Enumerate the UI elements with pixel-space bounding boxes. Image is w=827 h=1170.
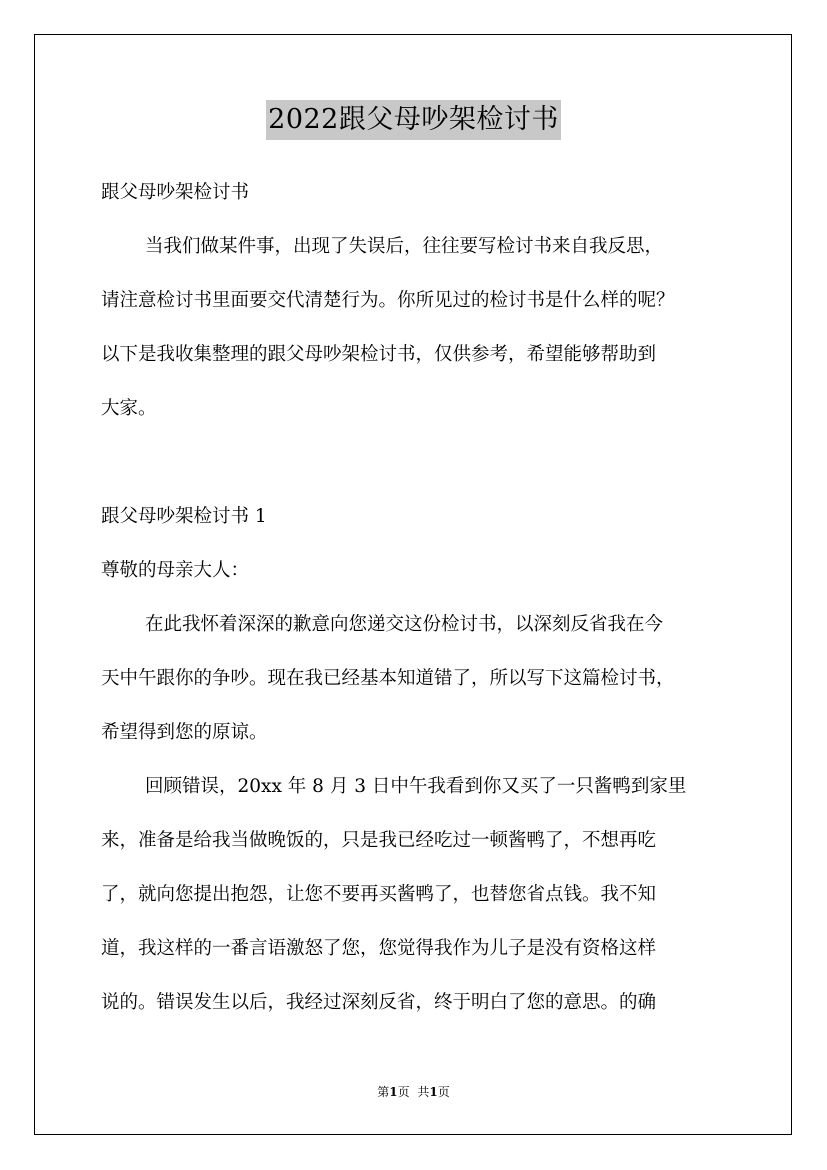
intro-line: 大家。 <box>101 398 157 419</box>
document-title: 2022跟父母吵架检讨书 <box>266 100 561 140</box>
paragraph-line: 说的。错误发生以后，我经过深刻反省，终于明白了您的意思。的确 <box>101 992 657 1013</box>
page-label-suffix: 页 <box>397 1085 410 1099</box>
section-heading: 跟父母吵架检讨书 1 <box>101 506 267 527</box>
paragraph-line: 来，准备是给我当做晚饭的，只是我已经吃过一顿酱鸭了，不想再吃 <box>101 830 657 851</box>
paragraph-line: 回顾错误，20xx 年 8 月 3 日中午我看到你又买了一只酱鸭到家里 <box>145 776 687 797</box>
paragraph-gap <box>101 436 733 490</box>
page-footer <box>0 1084 827 1100</box>
total-label-prefix: 共 <box>417 1085 430 1099</box>
paragraph-line: 在此我怀着深深的歉意向您递交这份检讨书，以深刻反省我在今 <box>145 614 664 635</box>
salutation: 尊敬的母亲大人： <box>101 560 250 581</box>
paragraph-line: 希望得到您的原谅。 <box>101 722 268 743</box>
intro-line: 请注意检讨书里面要交代清楚行为。你所见过的检讨书是什么样的呢？ <box>101 290 675 311</box>
intro-line: 当我们做某件事，出现了失误后，往往要写检讨书来自我反思， <box>145 236 664 257</box>
total-label-suffix: 页 <box>437 1085 450 1099</box>
paragraph-line: 了，就向您提出抱怨，让您不要再买酱鸭了，也替您省点钱。我不知 <box>101 884 657 905</box>
intro-line: 以下是我收集整理的跟父母吵架检讨书，仅供参考，希望能够帮助到 <box>101 344 657 365</box>
paragraph-line: 天中午跟你的争吵。现在我已经基本知道错了，所以写下这篇检讨书， <box>101 668 675 689</box>
title-container <box>0 100 827 140</box>
page-label-prefix: 第 <box>377 1085 390 1099</box>
paragraph-line: 道，我这样的一番言语激怒了您，您觉得我作为儿子是没有资格这样 <box>101 938 657 959</box>
document-body <box>101 166 733 1030</box>
document-subtitle: 跟父母吵架检讨书 <box>101 182 250 203</box>
page-number: 1 <box>389 1085 398 1099</box>
total-pages: 1 <box>429 1085 438 1099</box>
